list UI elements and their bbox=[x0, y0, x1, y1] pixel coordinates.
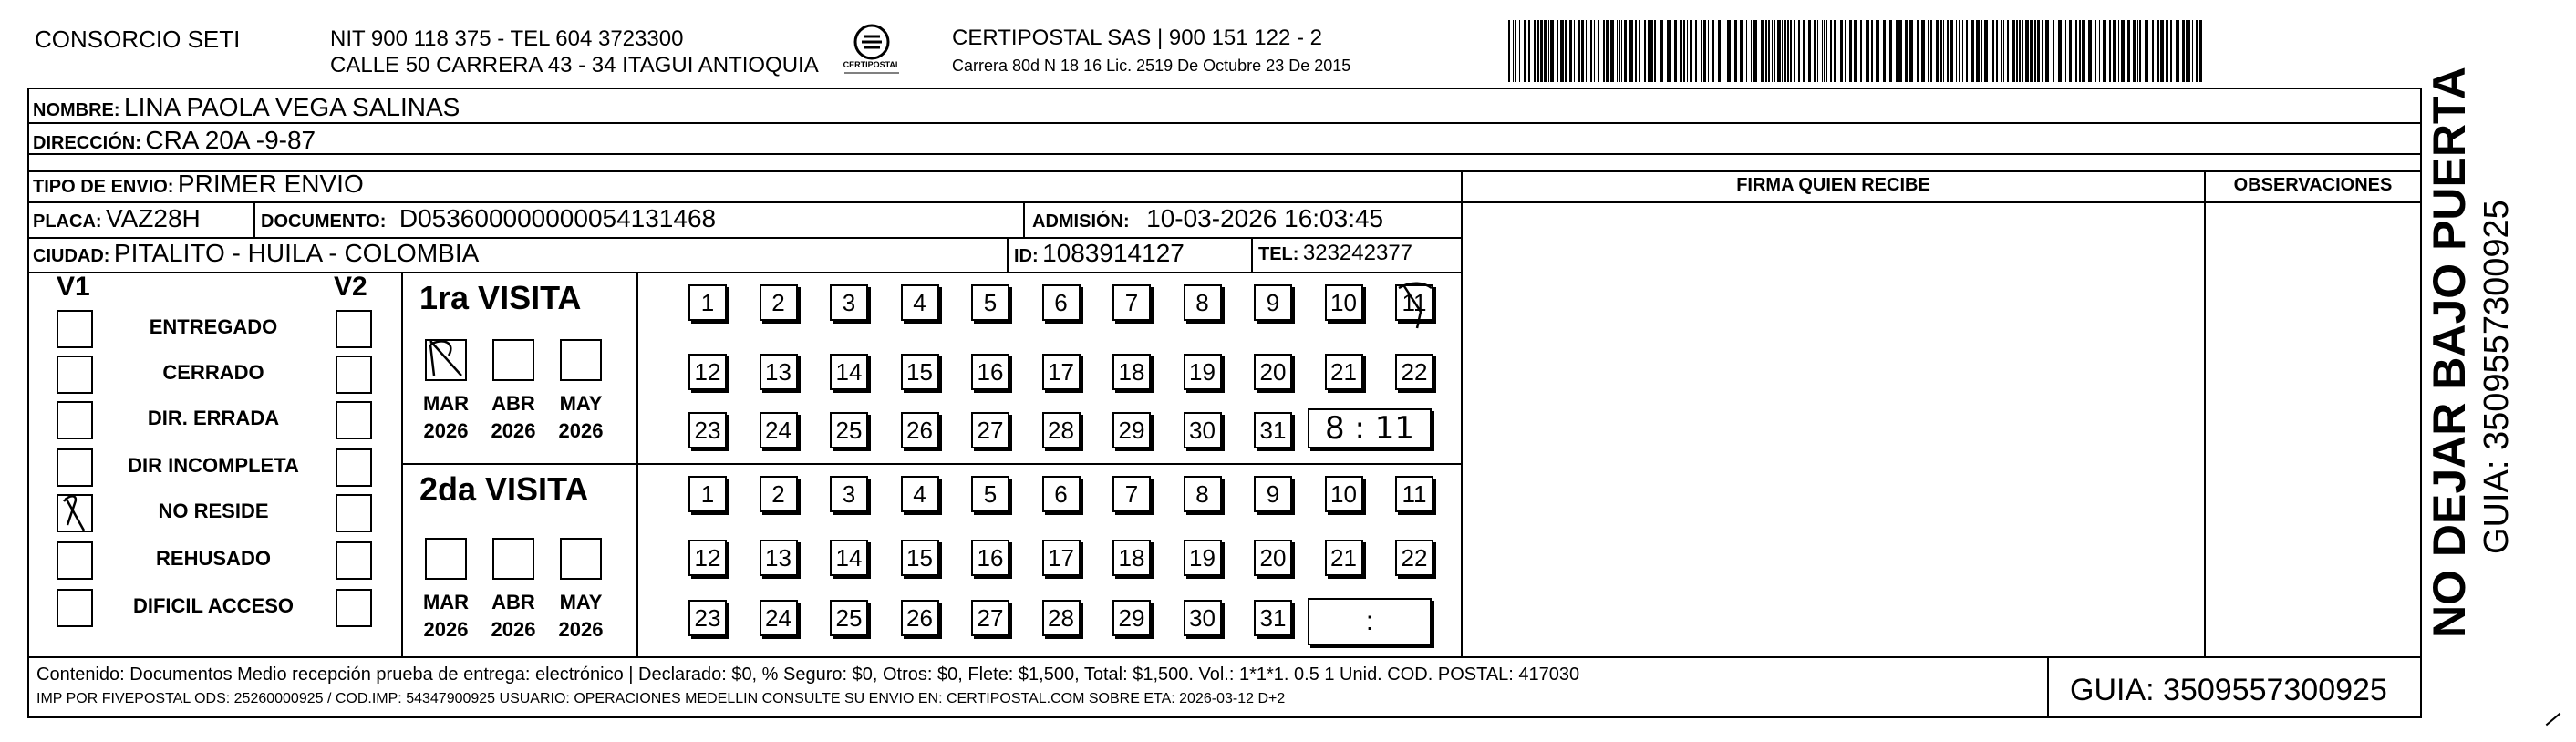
visit1-day-box[interactable]: 1 bbox=[688, 284, 727, 321]
v2-checkbox[interactable] bbox=[336, 448, 372, 487]
observations-area[interactable] bbox=[2208, 205, 2417, 654]
status-label: ENTREGADO bbox=[149, 315, 278, 338]
visit2-day-box[interactable]: 11 bbox=[1395, 476, 1433, 512]
visit1-day-box[interactable]: 9 bbox=[1254, 284, 1292, 321]
visit1-time[interactable]: 8 : 11 bbox=[1308, 408, 1432, 448]
visit2-day-box[interactable]: 1 bbox=[688, 476, 727, 512]
visit2-time[interactable]: : bbox=[1308, 598, 1432, 645]
v2-checkbox[interactable] bbox=[336, 541, 372, 580]
visit1-day-box[interactable]: 19 bbox=[1184, 354, 1222, 390]
v2-checkbox[interactable] bbox=[336, 589, 372, 627]
visit1-month-checkbox[interactable] bbox=[560, 339, 602, 381]
address-label: DIRECCIÓN: bbox=[33, 133, 141, 153]
company-name: CONSORCIO SETI bbox=[35, 26, 241, 53]
visit2-day-box[interactable]: 9 bbox=[1254, 476, 1292, 512]
visit1-day-box[interactable]: 14 bbox=[830, 354, 868, 390]
v2-checkbox[interactable] bbox=[336, 310, 372, 348]
month-name: MAR bbox=[422, 591, 470, 613]
admission-label: ADMISIÓN: bbox=[1032, 211, 1130, 232]
visit1-day-box[interactable]: 3 bbox=[830, 284, 868, 321]
visit2-day-box[interactable]: 15 bbox=[901, 540, 939, 576]
plate-label: PLACA: bbox=[33, 211, 102, 232]
visit2-day-box[interactable]: 20 bbox=[1254, 540, 1292, 576]
month-year: 2026 bbox=[558, 618, 604, 641]
visit1-day-box[interactable]: 13 bbox=[760, 354, 798, 390]
v2-checkbox[interactable] bbox=[336, 356, 372, 394]
visit1-day-box[interactable]: 30 bbox=[1184, 412, 1222, 448]
name-label: NOMBRE: bbox=[33, 100, 120, 120]
observations-header: OBSERVACIONES bbox=[2233, 175, 2393, 195]
status-label: DIR. ERRADA bbox=[147, 407, 280, 429]
city-row bbox=[33, 239, 479, 268]
address-line: CALLE 50 CARRERA 43 - 34 ITAGUI ANTIOQUIA bbox=[330, 53, 819, 77]
month-year: 2026 bbox=[491, 419, 536, 442]
visit2-day-box[interactable]: 14 bbox=[830, 540, 868, 576]
city: PITALITO - HUILA - COLOMBIA bbox=[113, 239, 480, 267]
visit1-day-box[interactable]: 8 bbox=[1184, 284, 1222, 321]
recipient-name: LINA PAOLA VEGA SALINAS bbox=[124, 93, 460, 121]
check-mark-icon bbox=[425, 335, 467, 377]
barcode bbox=[1505, 20, 2207, 82]
document-row bbox=[261, 204, 716, 233]
month-name: ABR bbox=[491, 591, 535, 613]
visit2-title: 2da VISITA bbox=[419, 470, 589, 508]
visit2-day-box[interactable]: 30 bbox=[1184, 600, 1222, 636]
month-name: MAR bbox=[422, 392, 470, 415]
visit2-month-checkbox[interactable] bbox=[560, 538, 602, 580]
admission-row bbox=[1032, 204, 1383, 233]
visit1-day-box[interactable]: 20 bbox=[1254, 354, 1292, 390]
visit2-day-box[interactable]: 12 bbox=[688, 540, 727, 576]
signature-area[interactable] bbox=[1464, 205, 2201, 654]
visit2-day-box[interactable]: 23 bbox=[688, 600, 727, 636]
address-row bbox=[33, 126, 316, 155]
visit2-day-box[interactable]: 5 bbox=[971, 476, 1009, 512]
visit1-day-box[interactable]: 2 bbox=[760, 284, 798, 321]
visit1-month-label bbox=[549, 390, 613, 445]
visit2-day-box[interactable]: 16 bbox=[971, 540, 1009, 576]
visit2-day-box[interactable]: 26 bbox=[901, 600, 939, 636]
month-year: 2026 bbox=[491, 618, 536, 641]
visit1-day-box[interactable]: 12 bbox=[688, 354, 727, 390]
visit1-day-box[interactable]: 18 bbox=[1112, 354, 1151, 390]
visit1-day-box[interactable]: 11 bbox=[1395, 284, 1433, 321]
signature-header: FIRMA QUIEN RECIBE bbox=[1736, 175, 1930, 195]
visit1-day-box[interactable]: 27 bbox=[971, 412, 1009, 448]
logo-text: CERTIPOSTAL bbox=[843, 60, 901, 69]
visit1-day-box[interactable]: 22 bbox=[1395, 354, 1433, 390]
visit1-day-box[interactable]: 15 bbox=[901, 354, 939, 390]
recipient-address: CRA 20A -9-87 bbox=[145, 126, 316, 154]
certipostal-line: CERTIPOSTAL SAS | 900 151 122 - 2 bbox=[952, 26, 1322, 50]
nit-line: NIT 900 118 375 - TEL 604 3723300 bbox=[330, 26, 684, 51]
document-label: DOCUMENTO: bbox=[261, 211, 387, 232]
document-number: D053600000000054131468 bbox=[398, 204, 717, 232]
status-label: REHUSADO bbox=[156, 547, 271, 570]
v1-label: V1 bbox=[57, 272, 90, 302]
footer-contents: Contenido: Documentos Medio recepción prueba de entrega: electrónico | Declarado: $0, % Seguro: $0, Otros: $0, Flete: $1,500, Total: $1,500. Vol.: 1*1*1. 0.5 1 Unid. COD. POSTAL: 417030 bbox=[36, 665, 1580, 685]
status-label: DIFICIL ACCESO bbox=[132, 594, 294, 617]
id-label: ID: bbox=[1014, 246, 1039, 266]
shipping-type-label: TIPO DE ENVIO: bbox=[33, 177, 174, 197]
no-under-door-warning: NO DEJAR BAJO PUERTA bbox=[2424, 67, 2475, 638]
visit2-day-box[interactable]: 22 bbox=[1395, 540, 1433, 576]
status-label: DIR INCOMPLETA bbox=[128, 454, 299, 477]
v2-checkbox[interactable] bbox=[336, 494, 372, 532]
status-label: NO RESIDE bbox=[158, 500, 269, 522]
visit1-day-box[interactable]: 24 bbox=[760, 412, 798, 448]
visit2-day-box[interactable]: 3 bbox=[830, 476, 868, 512]
visit1-day-box[interactable]: 31 bbox=[1254, 412, 1292, 448]
v2-label: V2 bbox=[334, 272, 367, 302]
name-row bbox=[33, 93, 460, 122]
tel-number: 323242377 bbox=[1302, 241, 1413, 265]
month-name: MAY bbox=[559, 591, 603, 613]
visit2-day-box[interactable]: 8 bbox=[1184, 476, 1222, 512]
shipping-type-row bbox=[33, 170, 364, 199]
visit1-title: 1ra VISITA bbox=[419, 279, 582, 316]
license-line: Carrera 80d N 18 16 Lic. 2519 De Octubre 23 De 2015 bbox=[952, 57, 1351, 75]
certipostal-logo-icon bbox=[835, 22, 908, 78]
plate: VAZ28H bbox=[106, 204, 201, 232]
visit1-day-box[interactable]: 5 bbox=[971, 284, 1009, 321]
visit2-day-box[interactable]: 10 bbox=[1325, 476, 1363, 512]
footer-guia: GUIA: 3509557300925 bbox=[2070, 673, 2387, 707]
visit1-month-label bbox=[414, 390, 478, 445]
visit2-day-box[interactable]: 2 bbox=[760, 476, 798, 512]
visit2-day-box[interactable]: 24 bbox=[760, 600, 798, 636]
visit1-month-checkbox[interactable] bbox=[492, 339, 534, 381]
shipping-type: PRIMER ENVIO bbox=[177, 170, 364, 198]
visit2-month-label bbox=[549, 589, 613, 644]
visit2-month-label bbox=[414, 589, 478, 644]
visit1-day-box[interactable]: 21 bbox=[1325, 354, 1363, 390]
visit2-day-box[interactable]: 21 bbox=[1325, 540, 1363, 576]
footer-print-info: IMP POR FIVEPOSTAL ODS: 25260000925 / COD.IMP: 54347900925 USUARIO: OPERACIONES MEDELLIN CONSULTE SU ENVIO EN: CERTIPOSTAL.COM SOBRE ETA: 2026-03-12 D+2 bbox=[36, 691, 1286, 706]
visit1-month-checkbox[interactable] bbox=[425, 339, 467, 381]
visit2-day-box[interactable]: 18 bbox=[1112, 540, 1151, 576]
visit2-day-box[interactable]: 25 bbox=[830, 600, 868, 636]
visit1-day-box[interactable]: 6 bbox=[1042, 284, 1081, 321]
visit2-day-box[interactable]: 27 bbox=[971, 600, 1009, 636]
visit2-day-box[interactable]: 13 bbox=[760, 540, 798, 576]
visit1-day-box[interactable]: 17 bbox=[1042, 354, 1081, 390]
visit2-month-checkbox[interactable] bbox=[492, 538, 534, 580]
visit1-day-box[interactable]: 23 bbox=[688, 412, 727, 448]
status-label: CERRADO bbox=[162, 361, 264, 384]
admission-date: 10-03-2026 16:03:45 bbox=[1146, 204, 1384, 232]
visit2-day-box[interactable]: 29 bbox=[1112, 600, 1151, 636]
visit1-day-box[interactable]: 16 bbox=[971, 354, 1009, 390]
visit2-day-box[interactable]: 31 bbox=[1254, 600, 1292, 636]
visit2-day-box[interactable]: 4 bbox=[901, 476, 939, 512]
city-label: CIUDAD: bbox=[33, 246, 110, 266]
visit1-day-box[interactable]: 28 bbox=[1042, 412, 1081, 448]
visit1-day-box[interactable]: 26 bbox=[901, 412, 939, 448]
visit1-day-box[interactable]: 4 bbox=[901, 284, 939, 321]
visit2-day-box[interactable]: 6 bbox=[1042, 476, 1081, 512]
month-year: 2026 bbox=[558, 419, 604, 442]
v2-checkbox[interactable] bbox=[336, 401, 372, 439]
visit1-day-box[interactable]: 25 bbox=[830, 412, 868, 448]
month-year: 2026 bbox=[423, 618, 469, 641]
month-name: ABR bbox=[491, 392, 535, 415]
visit2-day-box[interactable]: 19 bbox=[1184, 540, 1222, 576]
certipostal-info bbox=[952, 26, 1350, 76]
visit2-month-checkbox[interactable] bbox=[425, 538, 467, 580]
visit1-month-label bbox=[481, 390, 545, 445]
month-name: MAY bbox=[559, 392, 603, 415]
certipostal-logo bbox=[835, 22, 908, 78]
visit2-day-box[interactable]: 7 bbox=[1112, 476, 1151, 512]
company-info bbox=[330, 26, 819, 78]
visit1-day-box[interactable]: 7 bbox=[1112, 284, 1151, 321]
plate-row bbox=[33, 204, 201, 233]
visit1-day-box[interactable]: 29 bbox=[1112, 412, 1151, 448]
tel-row bbox=[1258, 241, 1412, 266]
tel-label: TEL: bbox=[1258, 244, 1299, 264]
visit2-day-box[interactable]: 28 bbox=[1042, 600, 1081, 636]
visit2-day-box[interactable]: 17 bbox=[1042, 540, 1081, 576]
visit2-month-label bbox=[481, 589, 545, 644]
visit1-day-box[interactable]: 10 bbox=[1325, 284, 1363, 321]
barcode-graphic bbox=[1505, 20, 2207, 82]
id-row bbox=[1014, 239, 1185, 268]
id-number: 1083914127 bbox=[1042, 239, 1185, 267]
month-year: 2026 bbox=[423, 419, 469, 442]
side-guia: GUIA: 3509557300925 bbox=[2478, 200, 2516, 554]
